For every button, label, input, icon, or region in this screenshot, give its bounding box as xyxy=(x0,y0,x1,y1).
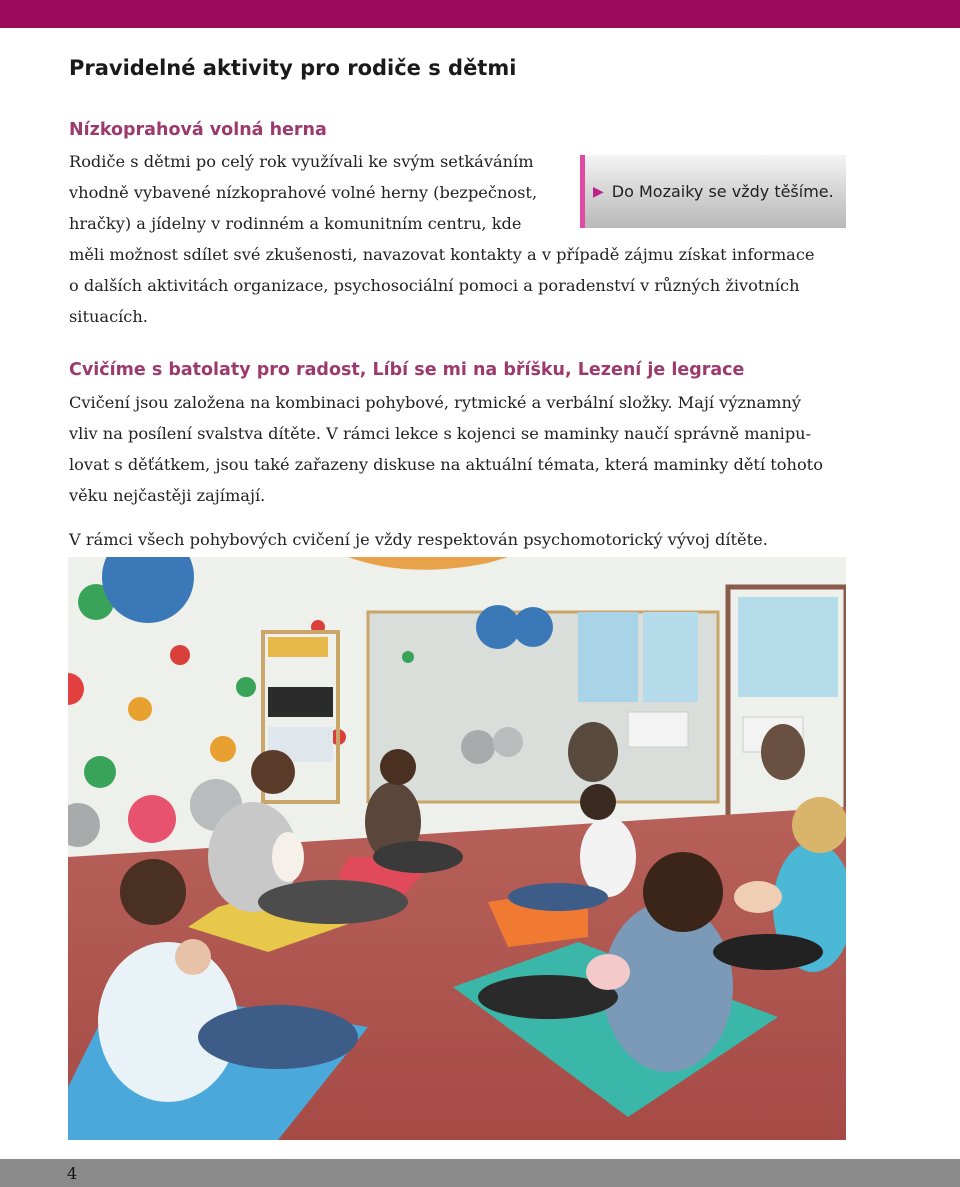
quote-callout xyxy=(580,155,846,228)
exercise-class-photo xyxy=(68,557,846,1140)
section-heading-playroom: Nízkoprahová volná herna xyxy=(69,120,327,140)
page-number: 4 xyxy=(67,1164,78,1183)
section-heading-exercise: Cvičíme s batolaty pro radost, Líbí se mi na bříšku, Lezení je legrace xyxy=(69,360,745,380)
text-line: o dalších aktivitách organizace, psychosociální pomoci a poradenství v různých životních xyxy=(69,276,800,295)
text-line: vhodně vybavené nízkoprahové volné herny (bezpečnost, xyxy=(69,183,538,202)
text-line: hračky) a jídelny v rodinném a komunitním centru, kde xyxy=(69,214,522,233)
closing-sentence: V rámci všech pohybových cvičení je vždy respektován psychomotorický vývoj dítěte. xyxy=(69,530,768,549)
callout-text: Do Mozaiky se vždy těšíme. xyxy=(611,182,834,201)
text-line: vliv na posílení svalstva dítěte. V rámci lekce s kojenci se maminky naučí správně manipu- xyxy=(69,424,812,443)
page-title: Pravidelné aktivity pro rodiče s dětmi xyxy=(69,56,517,80)
text-line: měli možnost sdílet své zkušenosti, navazovat kontakty a v případě zájmu získat informace xyxy=(69,245,815,264)
section-text-exercise xyxy=(69,387,823,511)
text-line: lovat s děťátkem, jsou také zařazeny diskuse na aktuální témata, která maminky dětí tohoto xyxy=(69,455,823,474)
text-line: Cvičení jsou založena na kombinaci pohybové, rytmické a verbální složky. Mají významný xyxy=(69,393,802,412)
top-bar xyxy=(0,0,960,28)
text-line: Rodiče s dětmi po celý rok využívali ke svým setkáváním xyxy=(69,152,534,171)
text-line: situacích. xyxy=(69,307,148,326)
triangle-right-icon: ▶ xyxy=(593,183,604,200)
text-line: věku nejčastěji zajímají. xyxy=(69,486,266,505)
bottom-bar xyxy=(0,1159,960,1187)
